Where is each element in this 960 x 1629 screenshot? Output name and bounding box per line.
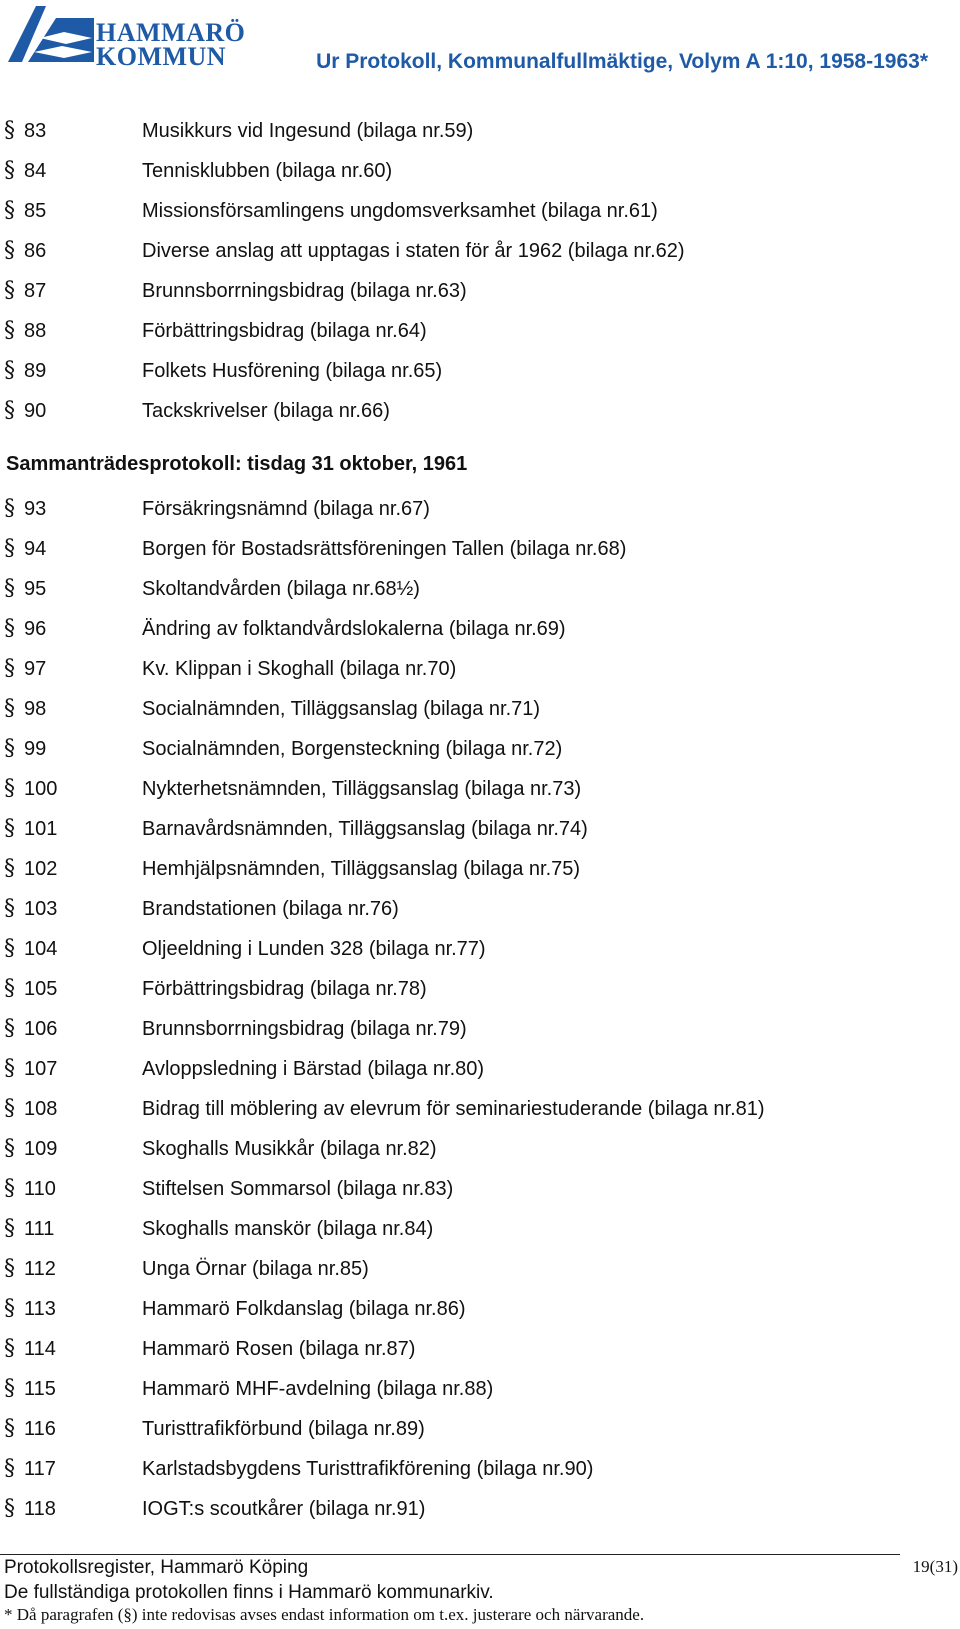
section-symbol: § bbox=[4, 1136, 15, 1161]
paragraph-description: Barnavårdsnämnden, Tilläggsanslag (bilaga nr.74) bbox=[142, 818, 588, 840]
list-item bbox=[0, 192, 960, 232]
paragraph-description: Tackskrivelser (bilaga nr.66) bbox=[142, 400, 390, 422]
section-symbol: § bbox=[4, 696, 15, 721]
list-item bbox=[0, 930, 960, 970]
wave-logo-icon bbox=[6, 2, 96, 68]
paragraph-number: 105 bbox=[24, 978, 58, 1000]
paragraph-description: Tennisklubben (bilaga nr.60) bbox=[142, 160, 393, 182]
list-item bbox=[0, 690, 960, 730]
paragraph-description: Stiftelsen Sommarsol (bilaga nr.83) bbox=[142, 1178, 454, 1200]
paragraph-description: Bidrag till möblering av elevrum för seminariestuderande (bilaga nr.81) bbox=[142, 1098, 765, 1120]
list-item bbox=[0, 232, 960, 272]
paragraph-description: Folkets Husförening (bilaga nr.65) bbox=[142, 360, 443, 382]
section-symbol: § bbox=[4, 656, 15, 681]
paragraph-description: Brunnsborrningsbidrag (bilaga nr.79) bbox=[142, 1018, 467, 1040]
paragraph-number: 85 bbox=[24, 200, 47, 222]
paragraph-description: Unga Örnar (bilaga nr.85) bbox=[142, 1258, 369, 1280]
paragraph-number: 88 bbox=[24, 320, 47, 342]
paragraph-number: 95 bbox=[24, 578, 47, 600]
session-heading bbox=[0, 432, 960, 490]
paragraph-description: Oljeeldning i Lunden 328 (bilaga nr.77) bbox=[142, 938, 486, 960]
list-item bbox=[0, 1490, 960, 1530]
paragraph-description: Karlstadsbygdens Turisttrafikförening (bilaga nr.90) bbox=[142, 1458, 594, 1480]
list-item bbox=[0, 1050, 960, 1090]
list-item bbox=[0, 530, 960, 570]
paragraph-number: 96 bbox=[24, 618, 47, 640]
list-item bbox=[0, 570, 960, 610]
paragraph-number: 116 bbox=[24, 1418, 56, 1440]
paragraph-number: 110 bbox=[24, 1178, 56, 1200]
paragraph-number: 104 bbox=[24, 938, 58, 960]
paragraph-number: 109 bbox=[24, 1138, 58, 1160]
paragraph-number: 98 bbox=[24, 698, 47, 720]
paragraph-number: 94 bbox=[24, 538, 47, 560]
paragraph-number: 112 bbox=[24, 1258, 56, 1280]
list-item bbox=[0, 1010, 960, 1050]
section-symbol: § bbox=[4, 278, 15, 303]
paragraph-description: Avloppsledning i Bärstad (bilaga nr.80) bbox=[142, 1058, 485, 1080]
paragraph-description: Turisttrafikförbund (bilaga nr.89) bbox=[142, 1418, 425, 1440]
paragraph-description: Diverse anslag att upptagas i staten för år 1962 (bilaga nr.62) bbox=[142, 240, 685, 262]
paragraph-number: 87 bbox=[24, 280, 47, 302]
section-symbol: § bbox=[4, 1096, 15, 1121]
paragraph-description: Brandstationen (bilaga nr.76) bbox=[142, 898, 399, 920]
paragraph-description: Kv. Klippan i Skoghall (bilaga nr.70) bbox=[142, 658, 457, 680]
section-symbol: § bbox=[4, 536, 15, 561]
paragraph-number: 100 bbox=[24, 778, 58, 800]
paragraph-description: Hammarö Rosen (bilaga nr.87) bbox=[142, 1338, 416, 1360]
list-item bbox=[0, 1130, 960, 1170]
list-item bbox=[0, 490, 960, 530]
section-symbol: § bbox=[4, 856, 15, 881]
paragraph-description: Socialnämnden, Tilläggsanslag (bilaga nr.71) bbox=[142, 698, 541, 720]
paragraph-number: 103 bbox=[24, 898, 58, 920]
paragraph-number: 115 bbox=[24, 1378, 56, 1400]
paragraph-description: Skoltandvården (bilaga nr.68½) bbox=[142, 578, 420, 600]
section-symbol: § bbox=[4, 1296, 15, 1321]
footer-archive-note: De fullständiga protokollen finns i Hammarö kommunarkiv. bbox=[4, 1582, 494, 1603]
section-symbol: § bbox=[4, 318, 15, 343]
paragraph-number: 101 bbox=[24, 818, 58, 840]
list-item bbox=[0, 1250, 960, 1290]
paragraph-number: 107 bbox=[24, 1058, 58, 1080]
hammaro-kommun-logo bbox=[6, 2, 246, 72]
paragraph-description: Skoghalls manskör (bilaga nr.84) bbox=[142, 1218, 434, 1240]
document-header-title: Ur Protokoll, Kommunalfullmäktige, Volym A 1:10, 1958-1963* bbox=[316, 50, 928, 73]
list-item bbox=[0, 1090, 960, 1130]
list-item bbox=[0, 152, 960, 192]
paragraph-description: Hemhjälpsnämnden, Tilläggsanslag (bilaga nr.75) bbox=[142, 858, 581, 880]
section-symbol: § bbox=[4, 198, 15, 223]
footer-register-title: Protokollsregister, Hammarö Köping bbox=[4, 1557, 309, 1578]
section-symbol: § bbox=[4, 976, 15, 1001]
list-item bbox=[0, 730, 960, 770]
footer-asterisk-note: * Då paragrafen (§) inte redovisas avses endast information om t.ex. justerare och närvarande. bbox=[4, 1605, 645, 1624]
paragraph-number: 106 bbox=[24, 1018, 58, 1040]
paragraph-description: Skoghalls Musikkår (bilaga nr.82) bbox=[142, 1138, 437, 1160]
paragraph-description: Hammarö Folkdanslag (bilaga nr.86) bbox=[142, 1298, 466, 1320]
paragraph-number: 86 bbox=[24, 240, 47, 262]
list-item bbox=[0, 970, 960, 1010]
protocol-index bbox=[0, 112, 960, 1530]
section-symbol: § bbox=[4, 1176, 15, 1201]
paragraph-description: Socialnämnden, Borgensteckning (bilaga nr.72) bbox=[142, 738, 563, 760]
paragraph-number: 114 bbox=[24, 1338, 56, 1360]
paragraph-number: 83 bbox=[24, 120, 47, 142]
list-item bbox=[0, 1330, 960, 1370]
paragraph-description: Nykterhetsnämnden, Tilläggsanslag (bilaga nr.73) bbox=[142, 778, 582, 800]
section-symbol: § bbox=[4, 238, 15, 263]
footer-divider bbox=[0, 1554, 900, 1555]
list-item bbox=[0, 112, 960, 152]
item-list-group1 bbox=[0, 112, 960, 432]
section-symbol: § bbox=[4, 1336, 15, 1361]
paragraph-description: Försäkringsnämnd (bilaga nr.67) bbox=[142, 498, 430, 520]
list-item bbox=[0, 810, 960, 850]
section-symbol: § bbox=[4, 158, 15, 183]
list-item bbox=[0, 610, 960, 650]
list-item bbox=[0, 770, 960, 810]
session-heading-text: Sammanträdesprotokoll: tisdag 31 oktober, 1961 bbox=[6, 453, 468, 475]
paragraph-description: Förbättringsbidrag (bilaga nr.78) bbox=[142, 978, 427, 1000]
logo-name-line2: KOMMUN bbox=[96, 42, 227, 71]
section-symbol: § bbox=[4, 736, 15, 761]
paragraph-description: Ändring av folktandvårdslokalerna (bilaga nr.69) bbox=[142, 618, 566, 640]
section-symbol: § bbox=[4, 616, 15, 641]
section-symbol: § bbox=[4, 1496, 15, 1521]
paragraph-description: Musikkurs vid Ingesund (bilaga nr.59) bbox=[142, 120, 474, 142]
paragraph-description: Hammarö MHF-avdelning (bilaga nr.88) bbox=[142, 1378, 494, 1400]
paragraph-number: 111 bbox=[24, 1218, 55, 1240]
section-symbol: § bbox=[4, 1216, 15, 1241]
list-item bbox=[0, 1450, 960, 1490]
list-item bbox=[0, 1410, 960, 1450]
paragraph-number: 102 bbox=[24, 858, 58, 880]
section-symbol: § bbox=[4, 776, 15, 801]
paragraph-description: IOGT:s scoutkårer (bilaga nr.91) bbox=[142, 1498, 426, 1520]
page-header bbox=[0, 0, 960, 90]
paragraph-number: 89 bbox=[24, 360, 47, 382]
list-item bbox=[0, 1290, 960, 1330]
section-symbol: § bbox=[4, 496, 15, 521]
paragraph-description: Förbättringsbidrag (bilaga nr.64) bbox=[142, 320, 427, 342]
paragraph-number: 117 bbox=[24, 1458, 56, 1480]
paragraph-number: 93 bbox=[24, 498, 47, 520]
list-item bbox=[0, 392, 960, 432]
paragraph-number: 118 bbox=[24, 1498, 56, 1520]
paragraph-number: 90 bbox=[24, 400, 47, 422]
list-item bbox=[0, 312, 960, 352]
section-symbol: § bbox=[4, 576, 15, 601]
section-symbol: § bbox=[4, 1416, 15, 1441]
logo-name-line1: HAMMARÖ bbox=[96, 18, 246, 47]
section-symbol: § bbox=[4, 1016, 15, 1041]
paragraph-number: 84 bbox=[24, 160, 47, 182]
paragraph-description: Missionsförsamlingens ungdomsverksamhet (bilaga nr.61) bbox=[142, 200, 658, 222]
paragraph-description: Brunnsborrningsbidrag (bilaga nr.63) bbox=[142, 280, 467, 302]
section-symbol: § bbox=[4, 1376, 15, 1401]
section-symbol: § bbox=[4, 398, 15, 423]
section-symbol: § bbox=[4, 816, 15, 841]
page-number: 19(31) bbox=[912, 1557, 958, 1576]
section-symbol: § bbox=[4, 358, 15, 383]
item-list-group2 bbox=[0, 490, 960, 1530]
paragraph-number: 99 bbox=[24, 738, 47, 760]
list-item bbox=[0, 1170, 960, 1210]
list-item bbox=[0, 650, 960, 690]
list-item bbox=[0, 1210, 960, 1250]
list-item bbox=[0, 272, 960, 312]
section-symbol: § bbox=[4, 896, 15, 921]
list-item bbox=[0, 850, 960, 890]
paragraph-number: 108 bbox=[24, 1098, 58, 1120]
section-symbol: § bbox=[4, 1456, 15, 1481]
paragraph-number: 113 bbox=[24, 1298, 56, 1320]
section-symbol: § bbox=[4, 1256, 15, 1281]
section-symbol: § bbox=[4, 1056, 15, 1081]
paragraph-description: Borgen för Bostadsrättsföreningen Tallen (bilaga nr.68) bbox=[142, 538, 627, 560]
section-symbol: § bbox=[4, 936, 15, 961]
section-symbol: § bbox=[4, 118, 15, 143]
list-item bbox=[0, 1370, 960, 1410]
list-item bbox=[0, 352, 960, 392]
paragraph-number: 97 bbox=[24, 658, 47, 680]
list-item bbox=[0, 890, 960, 930]
